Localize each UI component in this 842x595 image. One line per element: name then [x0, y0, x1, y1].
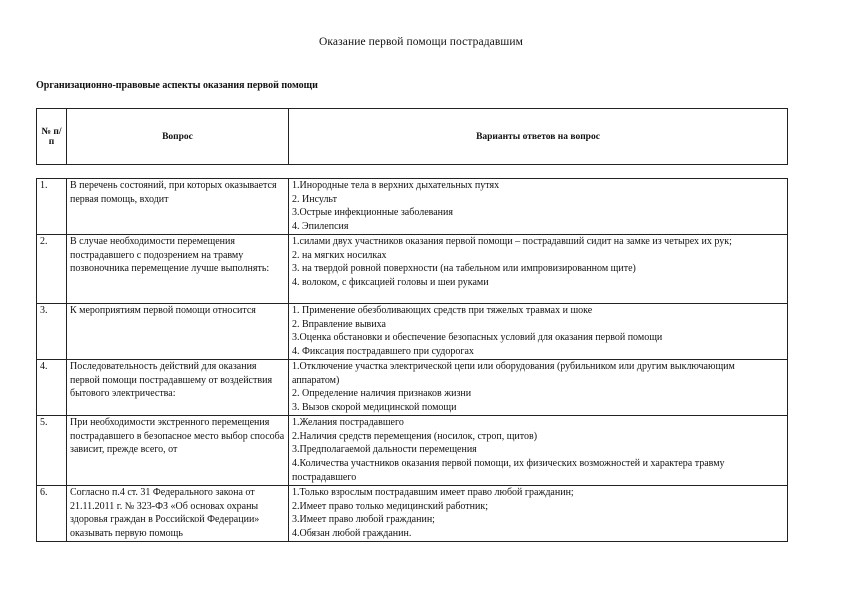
row-question: К мероприятиям первой помощи относится — [67, 304, 289, 360]
row-question: В перечень состояний, при которых оказывается первая помощь, входит — [67, 179, 289, 235]
answer-option: 1.Отключение участка электрической цепи или оборудования (рубильником или другим выключающим аппаратом) — [292, 361, 735, 386]
row-question: Согласно п.4 ст. 31 Федерального закона от 21.11.2011 г. № 323-ФЗ «Об основах охраны здоровья граждан в Российской Федерации» оказывать первую помощь — [67, 486, 289, 542]
answer-option: 1.Желания пострадавшего — [292, 417, 404, 428]
row-question: В случае необходимости перемещения пострадавшего с подозрением на травму позвоночника перемещение лучше выполнять: — [67, 235, 289, 304]
row-answers — [289, 416, 788, 486]
answer-option: 4. волоком, с фиксацией головы и шеи руками — [292, 277, 489, 289]
answer-option: 2. на мягких носилках — [292, 249, 387, 261]
answer-option: 4.Количества участников оказания первой помощи, их физических возможностей и характера травму пострадавшего — [292, 458, 725, 483]
answer-option: 1.Только взрослым пострадавшим имеет право любой гражданин; — [292, 487, 574, 498]
table-row — [37, 304, 788, 360]
answer-option: 3.Острые инфекционные заболевания — [292, 207, 453, 219]
row-num: 1. — [37, 179, 67, 235]
table-row — [37, 486, 788, 542]
questions-table — [36, 178, 788, 542]
table-row — [37, 416, 788, 486]
table-row — [37, 235, 788, 304]
row-question: При необходимости экстренного перемещения пострадавшего в безопасное место выбор способа зависит, прежде всего, от — [67, 416, 289, 486]
row-num: 4. — [37, 360, 67, 416]
section-subtitle: Организационно-правовые аспекты оказания первой помощи — [36, 80, 318, 91]
row-answers — [289, 304, 788, 360]
answer-option: 1. Применение обезболивающих средств при тяжелых травмах и шоке — [292, 305, 593, 316]
document-title: Оказание первой помощи пострадавшим — [319, 36, 523, 48]
answer-option: 4. Фиксация пострадавшего при судорогах — [292, 346, 474, 358]
row-num: 6. — [37, 486, 67, 542]
header-num: № п/п — [37, 109, 67, 165]
answer-option: 3. Вызов скорой медицинской помощи — [292, 402, 457, 414]
answer-option: 2.Наличия средств перемещения (носилок, строп, щитов) — [292, 430, 538, 442]
answer-option: 2.Имеет право только медицинский работник; — [292, 500, 488, 512]
answer-option: 3.Оценка обстановки и обеспечение безопасных условий для оказания первой помощи — [292, 332, 663, 344]
row-question: Последовательность действий для оказания первой помощи пострадавшему от воздействия бытового электричества: — [67, 360, 289, 416]
answer-option: 2. Вправление вывиха — [292, 318, 386, 330]
table-row — [37, 179, 788, 235]
row-num: 5. — [37, 416, 67, 486]
answer-option: 3.Имеет право любой гражданин; — [292, 514, 435, 526]
answer-option: 2. Инсульт — [292, 193, 337, 205]
table-row — [37, 360, 788, 416]
answer-option: 2. Определение наличия признаков жизни — [292, 388, 472, 400]
answer-option: 4. Эпилепсия — [292, 221, 349, 233]
row-answers — [289, 235, 788, 304]
row-answers — [289, 360, 788, 416]
header-question: Вопрос — [67, 109, 289, 165]
answer-option: 3.Предполагаемой дальности перемещения — [292, 444, 477, 456]
row-answers — [289, 486, 788, 542]
row-answers — [289, 179, 788, 235]
answer-option: 4.Обязан любой гражданин. — [292, 528, 412, 540]
answer-option: 1.силами двух участников оказания первой помощи – пострадавший сидит на замке из четырех их рук; — [292, 236, 732, 247]
answer-option: 3. на твердой ровной поверхности (на табельном или импровизированном щите) — [292, 263, 636, 275]
header-row — [37, 109, 788, 165]
row-num: 2. — [37, 235, 67, 304]
answer-option: 1.Инородные тела в верхних дыхательных путях — [292, 180, 500, 191]
header-table — [36, 108, 788, 165]
header-answers: Варианты ответов на вопрос — [289, 109, 788, 165]
row-num: 3. — [37, 304, 67, 360]
